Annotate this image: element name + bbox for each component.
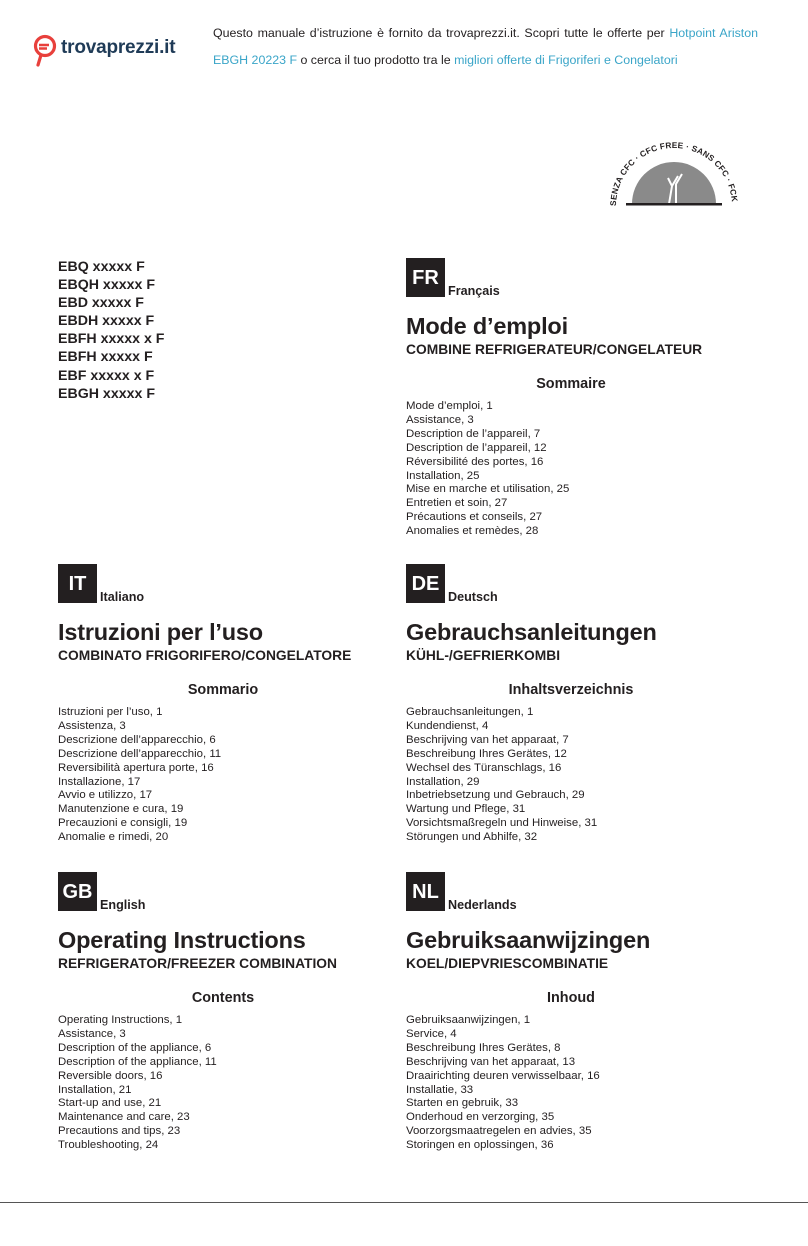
language-name: Français	[448, 284, 500, 298]
toc-item: Onderhoud en verzorging, 35	[406, 1111, 555, 1124]
language-code-badge: FR	[406, 258, 445, 297]
toc-item: Assistenza, 3	[58, 719, 126, 732]
model-name: EBGH xxxxx F	[58, 385, 155, 402]
toc-item: Wechsel des Türanschlags, 16	[406, 761, 562, 774]
language-name: Italiano	[100, 590, 145, 604]
toc-item: Störungen und Abhilfe, 32	[406, 831, 538, 844]
toc-item: Beschrijving van het apparaat, 13	[406, 1055, 576, 1068]
language-name: Nederlands	[448, 898, 517, 912]
toc-heading: Sommaire	[536, 376, 606, 392]
toc-item: Assistance, 3	[406, 413, 474, 426]
toc-item: Beschreibung Ihres Gerätes, 12	[406, 747, 567, 760]
toc-item: Precautions and tips, 23	[58, 1125, 181, 1138]
toc-item: Manutenzione e cura, 19	[58, 803, 184, 816]
trovaprezzi-logo[interactable]	[33, 34, 193, 68]
language-code-badge: IT	[58, 564, 97, 603]
model-list	[58, 258, 164, 403]
toc-item: Précautions et conseils, 27	[406, 511, 543, 524]
language-name: Deutsch	[448, 590, 498, 604]
toc-list	[406, 706, 597, 845]
toc-item: Mode d’emploi, 1	[406, 400, 493, 412]
product-link[interactable]: EBGH 20223 F	[213, 53, 298, 67]
toc-heading: Contents	[191, 990, 255, 1006]
toc-list	[58, 706, 221, 845]
toc-heading: Sommario	[187, 682, 259, 698]
toc-heading: Inhoud	[547, 990, 595, 1006]
section-subtitle: COMBINATO FRIGORIFERO/CONGELATORE	[58, 648, 352, 663]
toc-item: Installation, 25	[406, 469, 480, 482]
toc-item: Réversibilité des portes, 16	[406, 455, 544, 468]
brand-link[interactable]: Hotpoint Ariston	[669, 26, 758, 40]
language-code-badge: GB	[58, 872, 97, 911]
model-name: EBFH xxxxx F	[58, 349, 153, 366]
section-subtitle: REFRIGERATOR/FREEZER COMBINATION	[58, 956, 338, 971]
footer-divider	[0, 1202, 808, 1203]
trovaprezzi-logo-icon	[33, 34, 59, 68]
toc-item: Installation, 21	[58, 1083, 132, 1096]
toc-item: Installatie, 33	[406, 1083, 474, 1096]
toc-item: Reversible doors, 16	[58, 1069, 163, 1082]
toc-item: Descrizione dell’apparecchio, 6	[58, 733, 216, 746]
toc-item: Wartung und Pflege, 31	[406, 803, 526, 816]
toc-heading: Inhaltsverzeichnis	[508, 682, 634, 698]
promo-line-2	[213, 47, 758, 74]
toc-item: Inbetriebsetzung und Gebrauch, 29	[406, 789, 585, 802]
toc-item: Service, 4	[406, 1027, 457, 1040]
logo-text: trovaprezzi.it	[61, 37, 176, 58]
toc-item: Draairichting deuren verwisselbaar, 16	[406, 1069, 600, 1082]
model-name: EBQH xxxxx F	[58, 277, 155, 294]
toc-item: Kundendienst, 4	[406, 719, 489, 732]
toc-item: Maintenance and care, 23	[58, 1111, 190, 1124]
toc-item: Istruzioni per l’uso, 1	[58, 706, 163, 718]
language-code-badge: NL	[406, 872, 445, 911]
language-code-badge: DE	[406, 564, 445, 603]
toc-item: Description de l’appareil, 7	[406, 427, 541, 440]
toc-item: Voorzorgsmaatregelen en advies, 35	[406, 1125, 592, 1138]
section-subtitle: COMBINE REFRIGERATEUR/CONGELATEUR	[406, 342, 703, 357]
toc-item: Descrizione dell’apparecchio, 11	[58, 747, 222, 760]
toc-list	[406, 400, 569, 539]
section-title: Istruzioni per l’uso	[58, 619, 263, 645]
toc-list	[406, 1014, 600, 1153]
language-name: English	[100, 898, 146, 912]
offers-link[interactable]: migliori offerte di Frigoriferi e Congelatori	[454, 53, 678, 67]
toc-item: Description de l’appareil, 12	[406, 441, 547, 454]
section-title: Mode d’emploi	[406, 313, 568, 339]
toc-item: Gebrauchsanleitungen, 1	[406, 706, 534, 718]
cfc-free-text: SENZA CFC · CFC FREE · SANS CFC · FCK	[607, 139, 740, 207]
toc-item: Beschrijving van het apparaat, 7	[406, 733, 569, 746]
section-title: Gebruiksaanwijzingen	[406, 927, 651, 953]
toc-item: Mise en marche et utilisation, 25	[406, 483, 570, 496]
toc-item: Anomalies et remèdes, 28	[406, 525, 539, 538]
model-name: EBD xxxxx F	[58, 295, 144, 312]
toc-item: Avvio e utilizzo, 17	[58, 789, 153, 802]
toc-item: Installazione, 17	[58, 775, 141, 788]
promo-text	[213, 20, 758, 74]
section-subtitle: KÜHL-/GEFRIERKOMBI	[406, 648, 561, 663]
toc-item: Storingen en oplossingen, 36	[406, 1139, 554, 1152]
model-name: EBF xxxxx x F	[58, 367, 155, 384]
cfc-free-logo	[606, 136, 742, 210]
section-title: Gebrauchsanleitungen	[406, 619, 657, 645]
model-name: EBQ xxxxx F	[58, 259, 145, 275]
toc-item: Start-up and use, 21	[58, 1097, 162, 1110]
toc-item: Operating Instructions, 1	[58, 1014, 183, 1026]
promo-text-part1: Questo manuale d’istruzione è fornito da trovaprezzi.it. Scopri tutte le offerte per	[213, 26, 670, 40]
toc-item: Vorsichtsmaßregeln und Hinweise, 31	[406, 817, 598, 830]
toc-item: Beschreibung Ihres Gerätes, 8	[406, 1041, 561, 1054]
toc-item: Description of the appliance, 6	[58, 1041, 212, 1054]
model-name: EBFH xxxxx x F	[58, 331, 165, 348]
toc-item: Precauzioni e consigli, 19	[58, 817, 188, 830]
toc-item: Description of the appliance, 11	[58, 1055, 217, 1068]
toc-list	[58, 1014, 217, 1153]
section-title: Operating Instructions	[58, 927, 306, 953]
promo-text-part2: o cerca il tuo prodotto tra le	[297, 53, 455, 67]
toc-item: Starten en gebruik, 33	[406, 1097, 519, 1110]
tree-icon	[606, 136, 742, 210]
toc-item: Assistance, 3	[58, 1027, 126, 1040]
toc-item: Reversibilità apertura porte, 16	[58, 761, 214, 774]
toc-item: Troubleshooting, 24	[58, 1139, 159, 1152]
toc-item: Entretien et soin, 27	[406, 497, 508, 510]
toc-item: Installation, 29	[406, 775, 480, 788]
toc-item: Anomalie e rimedi, 20	[58, 831, 169, 844]
model-name: EBDH xxxxx F	[58, 313, 155, 330]
toc-item: Gebruiksaanwijzingen, 1	[406, 1014, 531, 1026]
section-subtitle: KOEL/DIEPVRIESCOMBINATIE	[406, 956, 609, 971]
